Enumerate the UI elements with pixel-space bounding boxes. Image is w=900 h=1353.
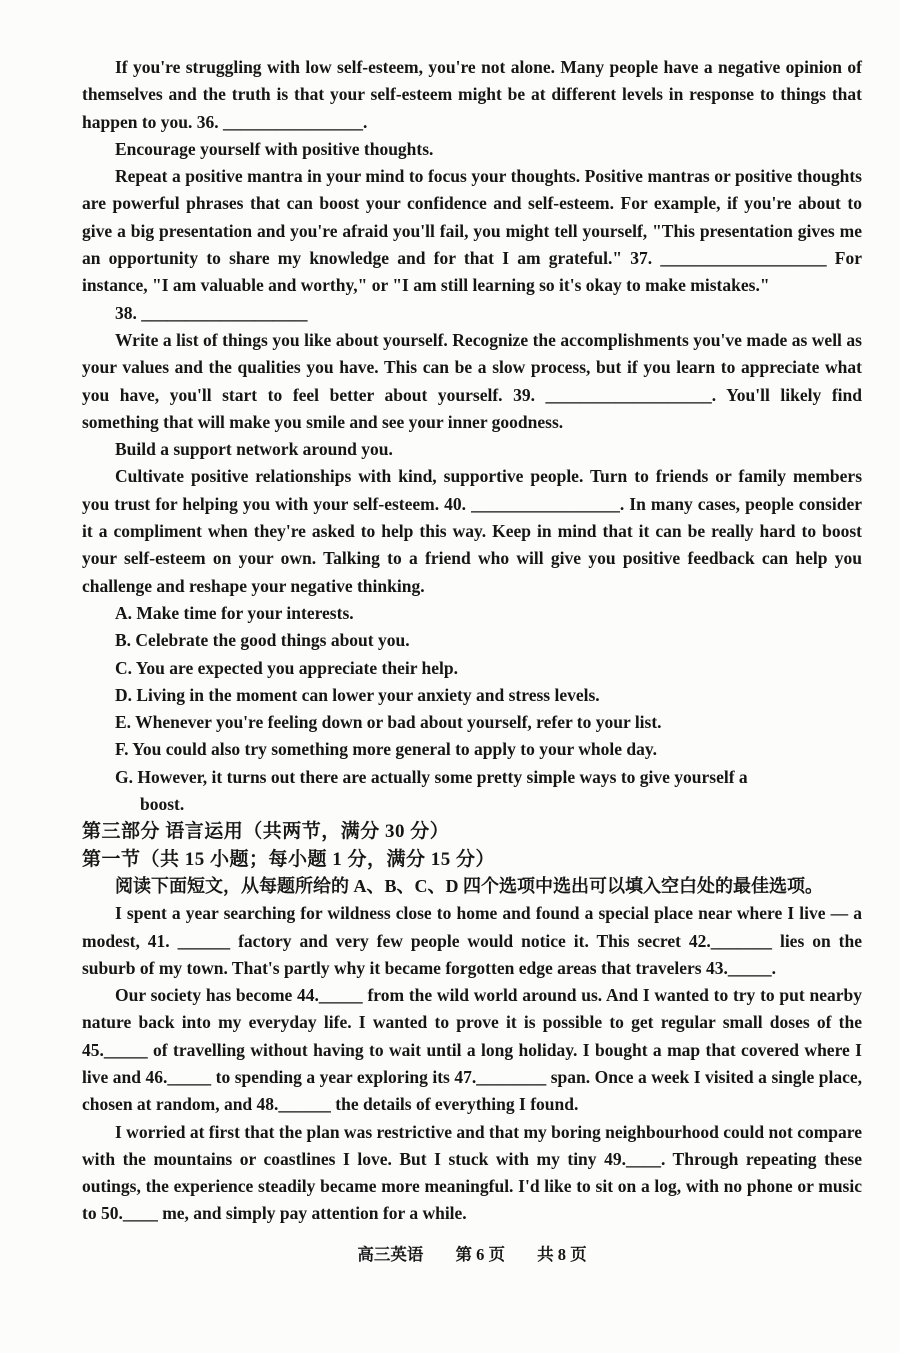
passage-paragraph-mantra: Repeat a positive mantra in your mind to focus your thoughts. Positive mantras or positive thoughts are powerful phrases that can boost your confidence and self-esteem. For example, if you're about to give a big presentation and you're afraid you'll fail, you might tell yourself, "This presentation gives me an opportunity to share my knowledge and for that I am grateful." 37. ___________________ For instance, "I am valuable and worthy," or "I am still learning so it's okay to make mistakes." xyxy=(82,166,862,296)
question-38-blank-line: 38. ___________________ xyxy=(115,302,308,323)
passage-paragraph-list: Write a list of things you like about yourself. Recognize the accomplishments you've made as well as your values and the qualities you have. This can be a slow process, but if you learn to appreciate what you have, you'll start to feel better about yourself. 39. ___________________. You'll likely find something that will make you smile and see your inner goodness. xyxy=(82,329,862,432)
option-c: C. You are expected you appreciate their help. xyxy=(115,657,459,678)
option-d: D. Living in the moment can lower your anxiety and stress levels. xyxy=(115,684,600,705)
footer-page-number: 第 6 页 xyxy=(455,1244,505,1264)
passage-paragraph-intro: If you're struggling with low self-esteem, you're not alone. Many people have a negative opinion of themselves and the truth is that your self-esteem might be at different levels in response to things that happen to you. 36. ________________. xyxy=(82,57,862,132)
section-three-subheading: 第一节（共 15 小题；每小题 1 分，满分 15 分） xyxy=(82,848,496,870)
cloze-paragraph-2: Our society has become 44._____ from the wild world around us. And I wanted to try to put nearby nature back into my everyday life. I wanted to prove it is possible to get regular small doses of the 45._____ of travelling without having to wait until a long holiday. I bought a map that covered where I live and 46._____ to spending a year exploring its 47.________ span. Once a week I visited a single place, chosen at random, and 48.______ the details of everything I found. xyxy=(82,985,862,1115)
cloze-paragraph-1: I spent a year searching for wildness close to home and found a special place near where I live — a modest, 41. ______ factory and very few people would notice it. This secret 42._______ lies on the suburb of my town. That's partly why it became forgotten edge areas that travelers 43._____. xyxy=(82,903,862,978)
cloze-instruction: 阅读下面短文，从每题所给的 A、B、C、D 四个选项中选出可以填入空白处的最佳选项。 xyxy=(115,875,823,896)
passage-subheading-support-network: Build a support network around you. xyxy=(115,439,393,460)
passage-subheading-positive-thoughts: Encourage yourself with positive thoughts. xyxy=(115,138,434,159)
cloze-paragraph-3: I worried at first that the plan was restrictive and that my boring neighbourhood could not compare with the mountains or coastlines I love. But I stuck with my tiny 49.____. Through repeating these outings, the experience steadily became more meaningful. I'd like to sit on a log, with no phone or music to 50.____ me, and simply pay attention for a while. xyxy=(82,1121,862,1224)
section-three-heading: 第三部分 语言运用（共两节，满分 30 分） xyxy=(82,821,450,843)
option-a: A. Make time for your interests. xyxy=(115,602,354,623)
passage-paragraph-relationships: Cultivate positive relationships with kind, supportive people. Turn to friends or family members you trust for helping you with your self-esteem. 40. _________________. In many cases, people consider it a compliment when they're asked to help this way. Keep in mind that it can be really hard to boost your self-esteem on your own. Talking to a friend who will give you positive feedback can help you challenge and reshape your negative thinking. xyxy=(82,466,862,596)
option-f: F. You could also try something more general to apply to your whole day. xyxy=(115,739,658,760)
option-e: E. Whenever you're feeling down or bad about yourself, refer to your list. xyxy=(115,712,662,733)
page-footer xyxy=(82,1242,862,1268)
footer-total-pages: 共 8 页 xyxy=(537,1244,587,1264)
option-b: B. Celebrate the good things about you. xyxy=(115,630,410,651)
options-list xyxy=(82,600,794,818)
option-g: G. However, it turns out there are actually some pretty simple ways to give yourself a boost. xyxy=(115,766,748,815)
footer-course-label: 高三英语 xyxy=(357,1244,424,1264)
